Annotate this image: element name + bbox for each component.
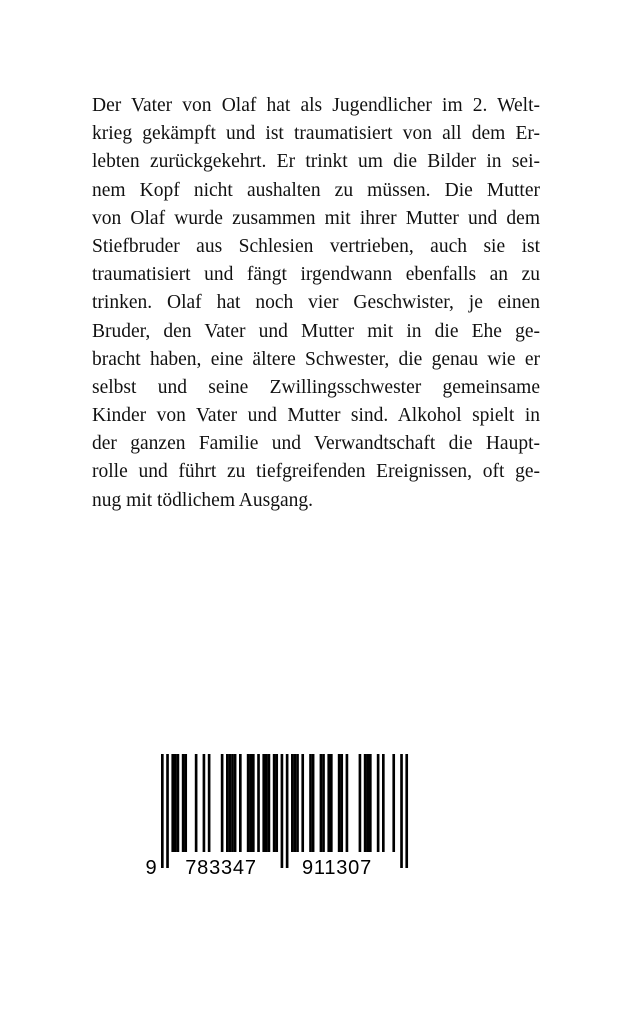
barcode-bar <box>327 754 330 852</box>
barcode-bar <box>275 754 278 852</box>
barcode-bar <box>320 754 323 852</box>
back-cover-blurb <box>92 92 540 515</box>
barcode-bar <box>294 754 297 852</box>
barcode-bar <box>226 754 229 852</box>
barcode-bar <box>309 754 312 852</box>
barcode-bar <box>338 754 341 852</box>
blurb-line: rolle und führt zu tiefgreifenden Ereignissen, oft ge- <box>92 461 540 483</box>
isbn-barcode <box>143 750 415 882</box>
barcode-bar <box>382 754 385 852</box>
barcode-lead-digit: 9 <box>145 857 157 879</box>
barcode-bar <box>265 754 268 852</box>
blurb-line: nem Kopf nicht aushalten zu müssen. Die Mutter <box>92 179 540 201</box>
barcode-bar <box>174 754 177 852</box>
barcode-bar <box>177 754 180 852</box>
barcode-bar <box>239 754 242 852</box>
barcode-bar <box>369 754 372 852</box>
blurb-line: selbst und seine Zwillingsschwester gemeinsame <box>92 376 540 398</box>
barcode-bar <box>392 754 395 852</box>
barcode-bar <box>171 754 174 852</box>
barcode-bar <box>252 754 255 852</box>
blurb-line: Bruder, den Vater und Mutter mit in die Ehe ge- <box>92 320 540 342</box>
barcode-bar <box>182 754 185 852</box>
blurb-line: bracht haben, eine ältere Schwester, die genau wie er <box>92 348 540 370</box>
blurb-line: traumatisiert und fängt irgendwann ebenfalls an zu <box>92 264 540 286</box>
barcode-bar <box>262 754 265 852</box>
blurb-line: krieg gekämpft und ist traumatisiert von all dem Er- <box>92 123 540 145</box>
blurb-line: lebten zurückgekehrt. Er trinkt um die Bilder in sei- <box>92 151 540 173</box>
blurb-line: von Olaf wurde zusammen mit ihrer Mutter und dem <box>92 207 540 229</box>
blurb-line: Der Vater von Olaf hat als Jugendlicher im 2. Welt- <box>92 95 540 116</box>
barcode-bar <box>184 754 187 852</box>
barcode-bar <box>247 754 250 852</box>
barcode-right-digits: 911307 <box>301 857 373 879</box>
barcode-bar <box>330 754 333 852</box>
barcode-bar <box>377 754 380 852</box>
barcode-bar <box>322 754 325 852</box>
blurb-line: trinken. Olaf hat noch vier Geschwister, je einen <box>92 292 540 314</box>
barcode-bar <box>257 754 260 852</box>
barcode-bar <box>312 754 315 852</box>
barcode-bar <box>234 754 237 852</box>
barcode-guard-bar <box>405 754 408 868</box>
barcode-bar <box>231 754 234 852</box>
blurb-line: nug mit tödlichem Ausgang. <box>92 489 313 511</box>
barcode-bar <box>346 754 349 852</box>
blurb-line: Kinder von Vater und Mutter sind. Alkohol spielt in <box>92 405 540 427</box>
barcode-bars <box>161 754 408 868</box>
barcode-guard-bar <box>400 754 403 868</box>
barcode-bar <box>301 754 304 852</box>
barcode-left-digits: 783347 <box>185 857 257 879</box>
barcode-bar <box>229 754 232 852</box>
barcode-bar <box>249 754 252 852</box>
barcode-guard-bar <box>166 754 169 868</box>
barcode-guard-bar <box>281 754 284 868</box>
barcode-guard-bar <box>286 754 289 868</box>
barcode-bar <box>203 754 206 852</box>
barcode-bar <box>268 754 271 852</box>
barcode-guard-bar <box>161 754 164 868</box>
barcode-bar <box>296 754 299 852</box>
blurb-line: der ganzen Familie und Verwandtschaft die Haupt- <box>92 433 540 455</box>
barcode-bar <box>221 754 224 852</box>
blurb-line: Stiefbruder aus Schlesien vertrieben, auch sie ist <box>92 235 540 257</box>
barcode-bar <box>195 754 198 852</box>
barcode-bar <box>208 754 211 852</box>
barcode-bar <box>340 754 343 852</box>
barcode-bar <box>359 754 362 852</box>
barcode-bar <box>291 754 294 852</box>
barcode-bar <box>366 754 369 852</box>
barcode-graphic <box>143 750 415 882</box>
barcode-bar <box>364 754 367 852</box>
barcode-bar <box>273 754 276 852</box>
